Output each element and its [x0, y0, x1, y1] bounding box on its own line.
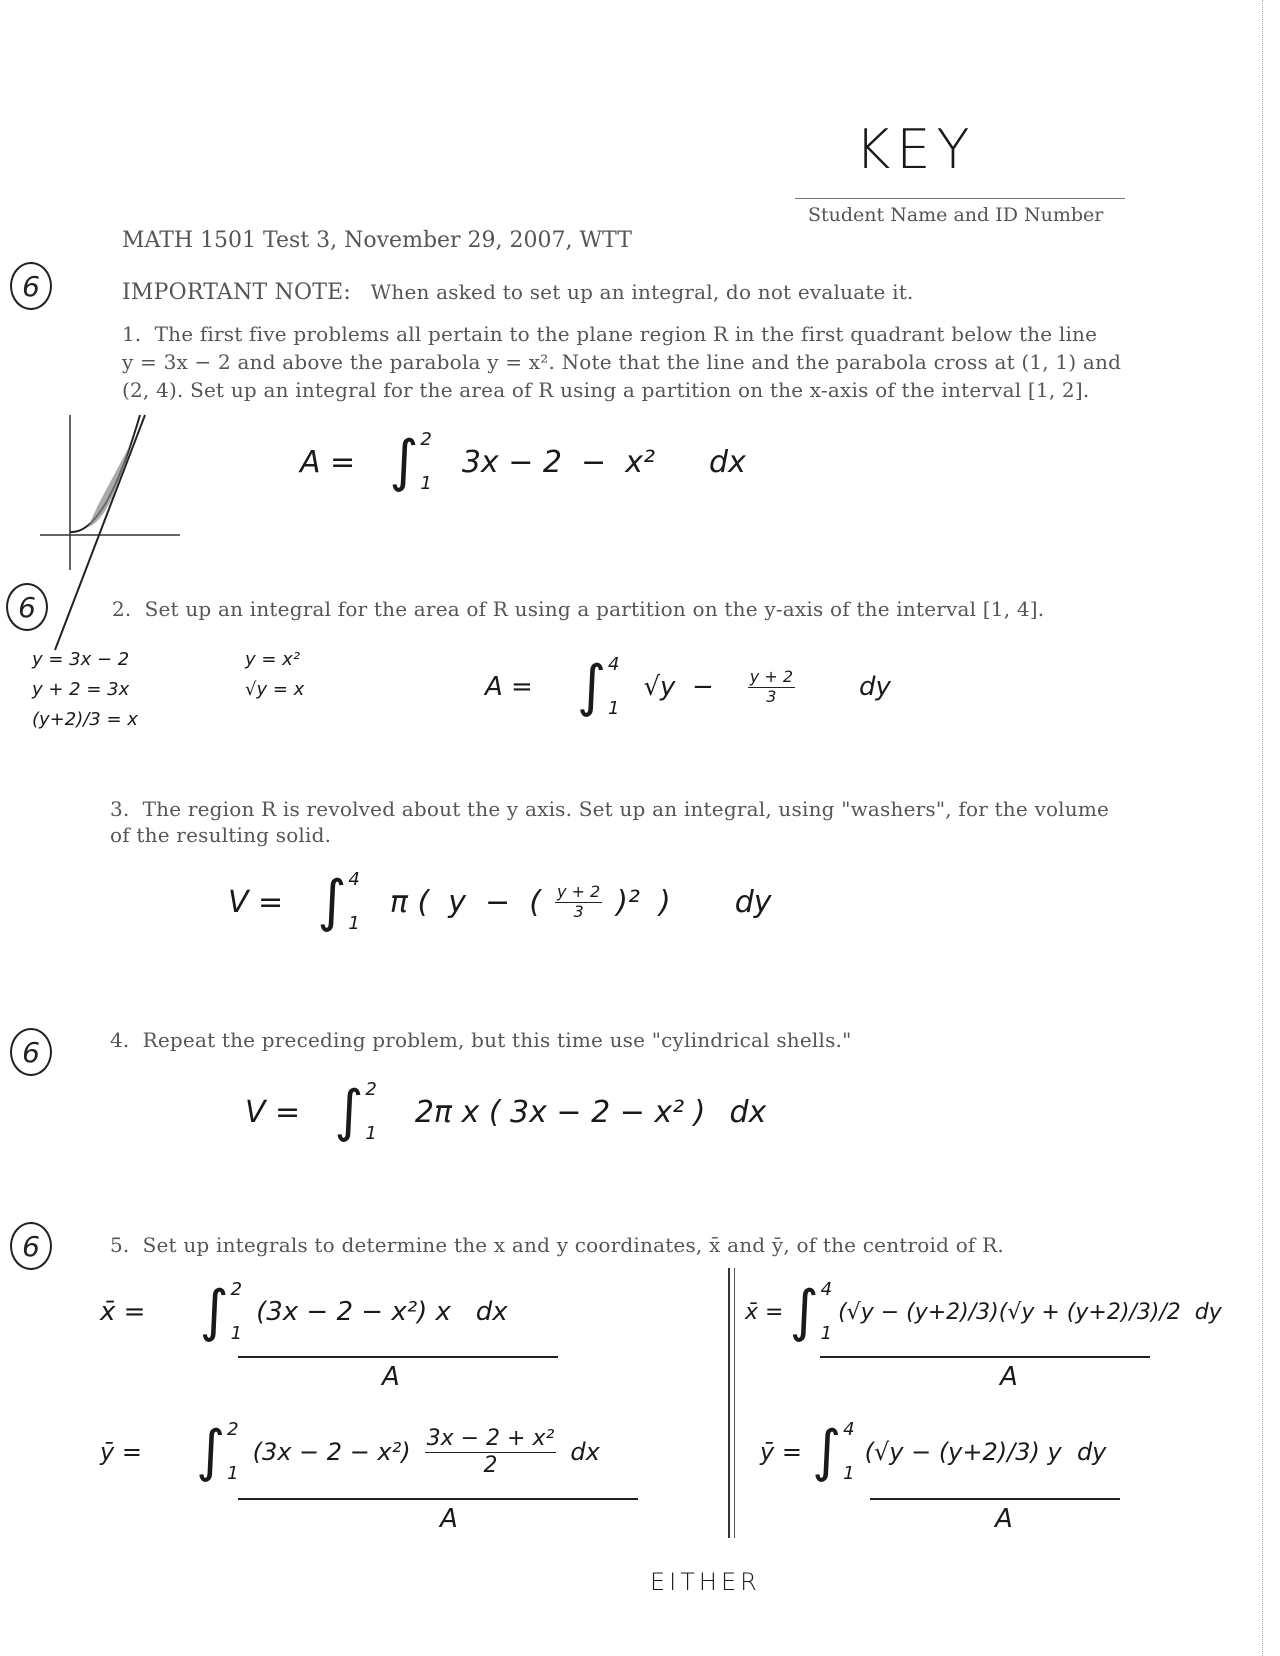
- upper-limit: 2: [230, 1279, 243, 1300]
- student-name-label: Student Name and ID Number: [808, 204, 1104, 226]
- scratch-work-left: [32, 645, 138, 735]
- problem-number: 3.: [110, 797, 130, 821]
- integrand: 3x − 2 − x²: [461, 444, 656, 480]
- denominator: A: [382, 1362, 400, 1392]
- scan-edge: [1262, 0, 1264, 1656]
- differential: dy: [734, 884, 772, 920]
- differential: dx: [570, 1438, 600, 1466]
- fraction-bar: [870, 1498, 1120, 1500]
- integral: [812, 1420, 855, 1484]
- limits: [420, 430, 431, 494]
- limits: [348, 870, 359, 934]
- integral-sign-icon: ∫: [576, 654, 607, 719]
- integrand: (√y − (y+2)/3) y dy: [864, 1438, 1107, 1466]
- upper-limit: 4: [843, 1419, 855, 1440]
- fraction: [555, 883, 602, 921]
- work-line: (y+2)/3 = x: [32, 709, 138, 730]
- numerator: 3x − 2 + x²: [426, 1426, 555, 1452]
- integrand: π ( y − (: [389, 884, 541, 920]
- score-value: 6: [22, 1035, 40, 1069]
- answer-2: [485, 655, 891, 719]
- numerator: y + 2: [749, 667, 793, 687]
- work-line: y = 3x − 2: [32, 649, 130, 670]
- test-title: MATH 1501 Test 3, November 29, 2007, WTT: [122, 228, 632, 253]
- lower-limit: 1: [365, 1123, 377, 1144]
- limits: [227, 1420, 238, 1484]
- column-divider: [734, 1268, 735, 1538]
- problem-number: 2.: [112, 597, 132, 621]
- lhs: x̄ =: [745, 1299, 784, 1325]
- lower-limit: 1: [348, 913, 360, 934]
- ybar-right: [760, 1420, 1106, 1484]
- either-label: EITHER: [650, 1568, 761, 1596]
- problem-4-text: [110, 1028, 852, 1052]
- integral-sign-icon: ∫: [811, 1419, 842, 1484]
- denominator: 3: [766, 686, 777, 706]
- text-line: of the resulting solid.: [110, 823, 332, 847]
- limits: [608, 655, 619, 719]
- key-label: KEY: [855, 118, 976, 181]
- differential: dy: [859, 672, 891, 702]
- upper-limit: 4: [820, 1279, 833, 1300]
- denominator: 2: [483, 1452, 498, 1478]
- note-heading: IMPORTANT NOTE:: [122, 280, 351, 305]
- integral: [789, 1280, 832, 1344]
- upper-limit: 2: [365, 1079, 377, 1100]
- text-line: Repeat the preceding problem, but this time use "cylindrical shells.": [142, 1028, 852, 1052]
- lower-limit: 1: [420, 473, 432, 494]
- integral-sign-icon: ∫: [789, 1279, 819, 1344]
- integral: [577, 655, 620, 719]
- work-line: y = x²: [245, 649, 301, 670]
- integral-sign-icon: ∫: [317, 869, 347, 934]
- text-line: The first five problems all pertain to the plane region R in the first quadrant below the line: [154, 322, 1098, 346]
- limits: [231, 1280, 242, 1344]
- upper-limit: 4: [608, 654, 620, 675]
- integral: [389, 430, 432, 494]
- lower-limit: 1: [230, 1323, 243, 1344]
- note-text: When asked to set up an integral, do not evaluate it.: [370, 280, 914, 304]
- lhs: x̄ =: [100, 1297, 146, 1327]
- text-line: The region R is revolved about the y axis. Set up an integral, using "washers", for the volume: [142, 797, 1110, 821]
- integrand: (3x − 2 − x²) x dx: [256, 1297, 508, 1327]
- column-divider: [728, 1268, 730, 1538]
- xbar-left: [100, 1280, 508, 1344]
- problem-number: 4.: [110, 1028, 130, 1052]
- lhs: A =: [300, 444, 356, 480]
- integral-sign-icon: ∫: [389, 429, 419, 494]
- score-circle: [10, 1222, 52, 1270]
- fraction-bar: [820, 1356, 1150, 1358]
- upper-limit: 2: [420, 429, 432, 450]
- integrand: 2π x ( 3x − 2 − x² ): [414, 1094, 706, 1130]
- integral: [199, 1280, 242, 1344]
- fraction: [748, 668, 795, 706]
- limits: [821, 1280, 832, 1344]
- work-line: y + 2 = 3x: [32, 679, 130, 700]
- score-value: 6: [22, 269, 40, 303]
- integrand: (3x − 2 − x²): [252, 1438, 411, 1466]
- integral-sign-icon: ∫: [334, 1079, 364, 1144]
- answer-3: [228, 870, 772, 934]
- problem-5-text: [110, 1233, 1004, 1257]
- limits: [843, 1420, 854, 1484]
- integral: [317, 870, 360, 934]
- lhs: ȳ =: [760, 1438, 802, 1466]
- problem-1-text: [122, 320, 1121, 404]
- lower-limit: 1: [820, 1323, 833, 1344]
- important-note: [122, 280, 914, 305]
- text-line: (2, 4). Set up an integral for the area of R using a partition on the x-axis of the interval [1, 2].: [122, 378, 1090, 402]
- problem-2-text: [112, 597, 1044, 621]
- integral-sign-icon: ∫: [199, 1279, 229, 1344]
- problem-3-text: [110, 796, 1109, 848]
- answer-1: [300, 430, 746, 494]
- scratch-work-right: [245, 645, 304, 705]
- integrand-close: )² ): [616, 884, 671, 920]
- upper-limit: 2: [227, 1419, 239, 1440]
- xbar-right: [745, 1280, 1222, 1344]
- text-line: Set up integrals to determine the x and y coordinates, x̄ and ȳ, of the centroid of R.: [142, 1233, 1004, 1257]
- problem-number: 5.: [110, 1233, 130, 1257]
- work-line: √y = x: [245, 679, 305, 700]
- lower-limit: 1: [843, 1463, 855, 1484]
- integral: [334, 1080, 377, 1144]
- ybar-left: [100, 1420, 600, 1484]
- limits: [365, 1080, 376, 1144]
- name-line: [795, 198, 1125, 199]
- integral: [196, 1420, 239, 1484]
- denominator: A: [995, 1504, 1013, 1534]
- denominator: A: [1000, 1362, 1018, 1392]
- lhs: A =: [485, 672, 533, 702]
- upper-limit: 4: [348, 869, 360, 890]
- differential: dx: [709, 444, 746, 480]
- answer-4: [245, 1080, 766, 1144]
- lhs: V =: [228, 884, 284, 920]
- denominator: 3: [573, 901, 584, 921]
- score-circle: [10, 1028, 52, 1076]
- region-sketch: [30, 410, 180, 660]
- lower-limit: 1: [227, 1463, 239, 1484]
- fraction: [425, 1426, 557, 1478]
- score-circle: [6, 583, 48, 631]
- fraction-bar: [238, 1356, 558, 1358]
- score-value: 6: [18, 590, 36, 624]
- numerator: y + 2: [556, 882, 601, 902]
- lhs: ȳ =: [100, 1438, 142, 1466]
- denominator: A: [440, 1504, 458, 1534]
- integrand: (√y − (y+2)/3)(√y + (y+2)/3)/2 dy: [838, 1299, 1222, 1325]
- text-line: Set up an integral for the area of R using a partition on the y-axis of the interval [1, 4].: [144, 597, 1045, 621]
- problem-number: 1.: [122, 322, 142, 346]
- score-circle: [10, 262, 52, 310]
- fraction-bar: [238, 1498, 638, 1500]
- lower-limit: 1: [608, 698, 620, 719]
- integral-sign-icon: ∫: [195, 1419, 226, 1484]
- integrand-term: √y −: [643, 672, 714, 702]
- text-line: y = 3x − 2 and above the parabola y = x². Note that the line and the parabola cross at (1, 1) and: [122, 350, 1122, 374]
- differential: dx: [729, 1094, 767, 1130]
- score-value: 6: [22, 1229, 40, 1263]
- lhs: V =: [245, 1094, 301, 1130]
